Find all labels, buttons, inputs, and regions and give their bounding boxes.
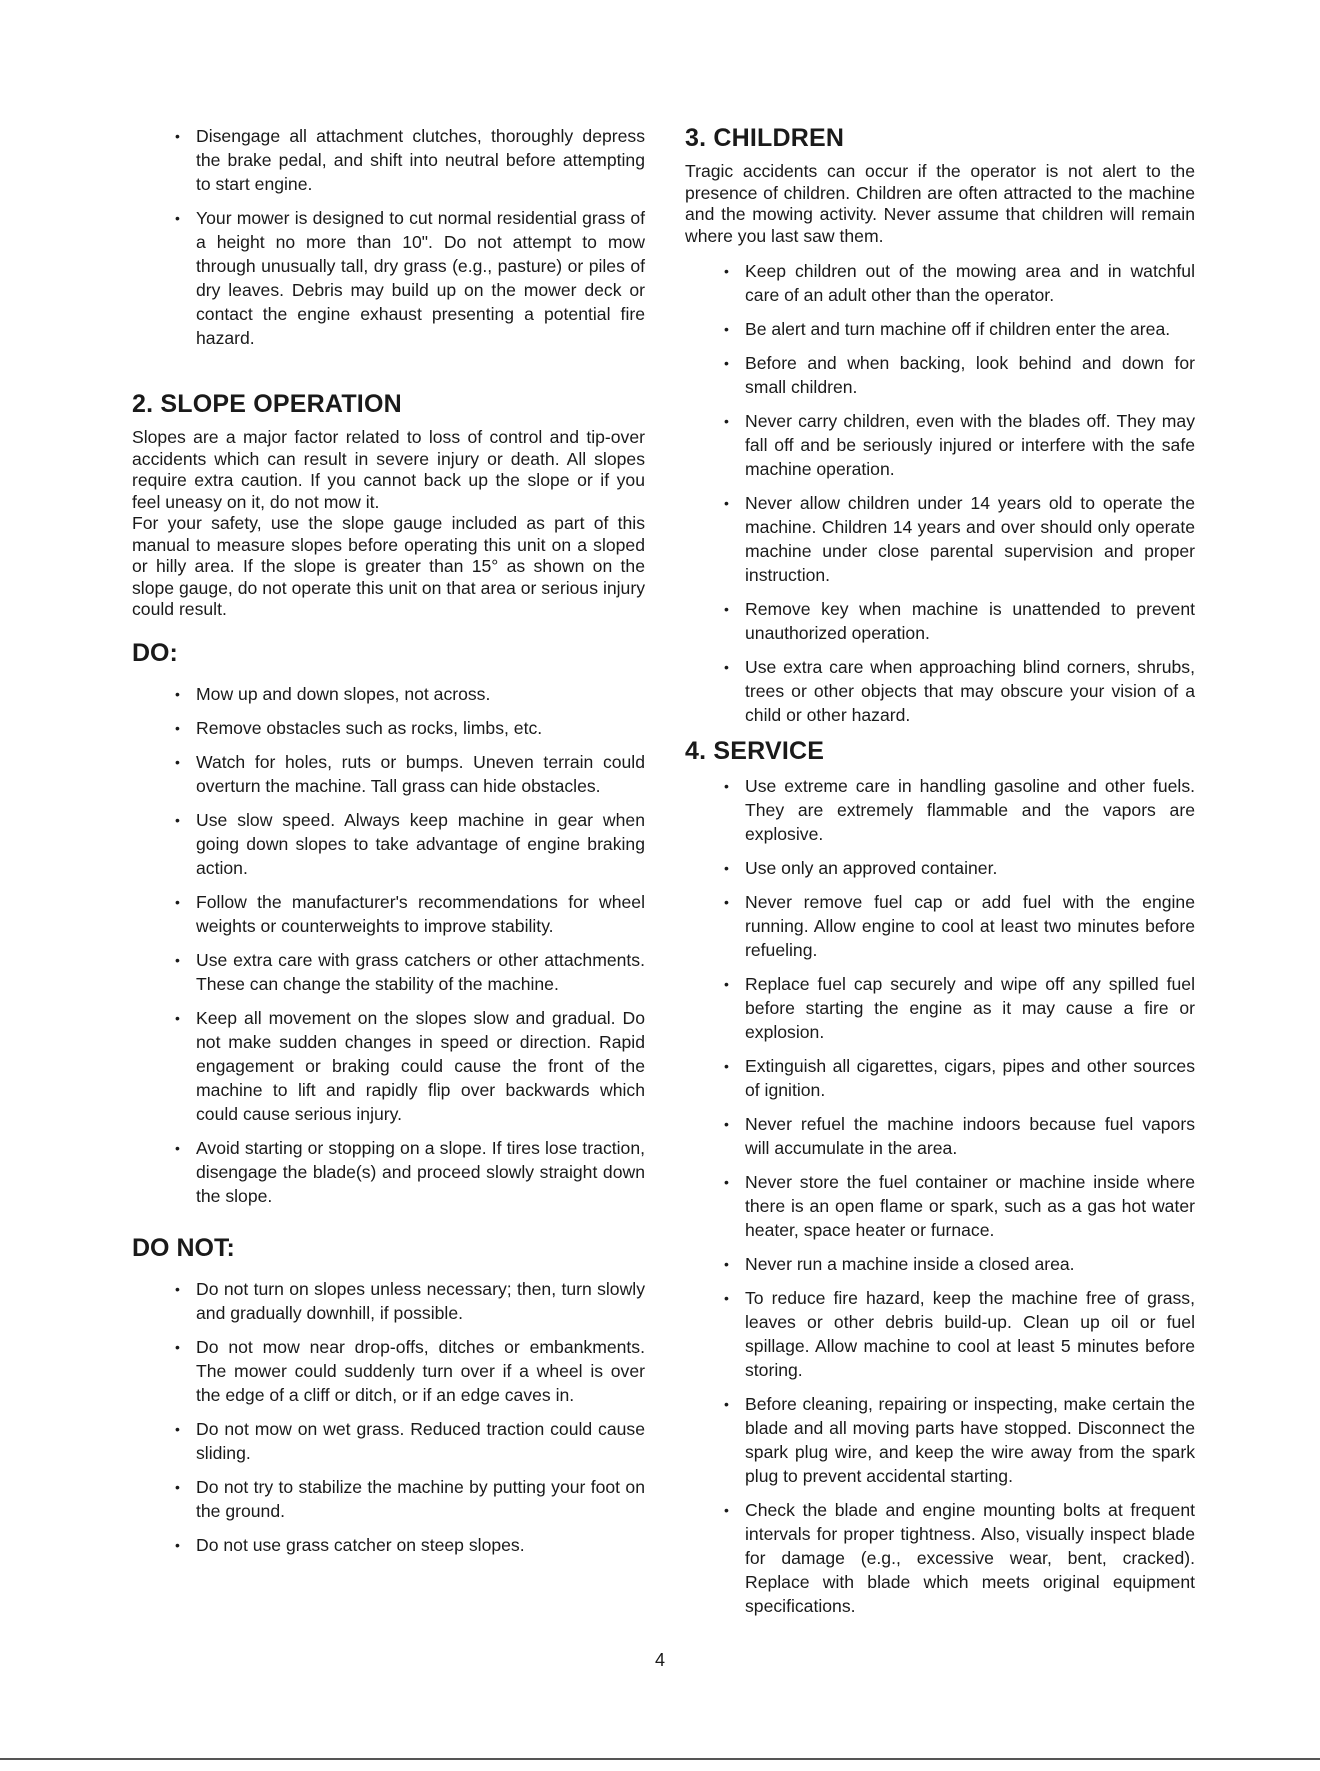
list-item: • Remove key when machine is unattended to prevent unauthorized operation. [745,597,1195,645]
children-heading: 3. CHILDREN [685,124,845,152]
list-item: • Be alert and turn machine off if children enter the area. [745,317,1195,341]
do-not-heading: DO NOT: [132,1233,235,1262]
children-paragraph: Tragic accidents can occur if the operator is not alert to the presence of children. Children are often attracted to the machine and the mowing activity. Never assume that children will remain where you last saw them. [685,161,1195,246]
page-number: 4 [654,1650,665,1670]
list-item: • Never run a machine inside a closed area. [745,1252,1195,1276]
list-item: • Replace fuel cap securely and wipe off any spilled fuel before starting the engine as it may cause a fire or explosion. [745,972,1195,1044]
list-item: • Remove obstacles such as rocks, limbs, etc. [196,716,645,740]
do-bullet-list [132,682,645,1208]
list-item: • Never allow children under 14 years old to operate the machine. Children 14 years and over should only operate machine under close parental supervision and proper instruction. [745,491,1195,587]
list-item: • Never refuel the machine indoors because fuel vapors will accumulate in the area. [745,1112,1195,1160]
list-item: • To reduce fire hazard, keep the machine free of grass, leaves or other debris build-up. Clean up oil or fuel spillage. Allow machine to cool at least 5 minutes before storing. [745,1286,1195,1382]
bottom-rule [0,1758,1320,1760]
service-bullet-list [685,774,1195,1618]
list-item: • Do not try to stabilize the machine by putting your foot on the ground. [196,1475,645,1523]
list-item: • Your mower is designed to cut normal residential grass of a height no more than 10". Do not attempt to mow through unusually tall, dry grass (e.g., pasture) or piles of dry leaves. Debris may build up on the mower deck or contact the engine exhaust presenting a potential fire hazard. [196,206,645,350]
list-item: • Watch for holes, ruts or bumps. Uneven terrain could overturn the machine. Tall grass can hide obstacles. [196,750,645,798]
list-item: • Do not mow near drop-offs, ditches or embankments. The mower could suddenly turn over if a wheel is over the edge of a cliff or ditch, or if an edge caves in. [196,1335,645,1407]
list-item: • Do not turn on slopes unless necessary; then, turn slowly and gradually downhill, if possible. [196,1277,645,1325]
right-column [685,124,1195,1628]
list-item: • Follow the manufacturer's recommendations for wheel weights or counterweights to improve stability. [196,890,645,938]
list-item: • Never store the fuel container or machine inside where there is an open flame or spark, such as a gas hot water heater, space heater or furnace. [745,1170,1195,1242]
list-item: • Check the blade and engine mounting bolts at frequent intervals for proper tightness. Also, visually inspect blade for damage (e.g., excessive wear, bent, cracked). Replace with blade which meets original equipment specifications. [745,1498,1195,1618]
slope-operation-heading: 2. SLOPE OPERATION [132,390,402,418]
list-item: • Use slow speed. Always keep machine in gear when going down slopes to take advantage of engine braking action. [196,808,645,880]
list-item: • Avoid starting or stopping on a slope. If tires lose traction, disengage the blade(s) and proceed slowly straight down the slope. [196,1136,645,1208]
list-item: • Extinguish all cigarettes, cigars, pipes and other sources of ignition. [745,1054,1195,1102]
list-item: • Use extra care when approaching blind corners, shrubs, trees or other objects that may obscure your vision of a child or other hazard. [745,655,1195,727]
slope-paragraph-2: For your safety, use the slope gauge included as part of this manual to measure slopes before operating this unit on a sloped or hilly area. If the slope is greater than 15° as shown on the slope gauge, do not operate this unit on that area or serious injury could result. [132,513,645,619]
list-item: • Mow up and down slopes, not across. [196,682,645,706]
list-item: • Keep all movement on the slopes slow and gradual. Do not make sudden changes in speed or direction. Rapid engagement or braking could cause the front of the machine to lift and rapidly flip over backwards which could cause serious injury. [196,1006,645,1126]
service-heading: 4. SERVICE [685,737,825,765]
do-not-bullet-list [132,1277,645,1557]
children-bullet-list [685,259,1195,727]
list-item: • Keep children out of the mowing area and in watchful care of an adult other than the operator. [745,259,1195,307]
list-item: • Before and when backing, look behind and down for small children. [745,351,1195,399]
list-item: • Do not use grass catcher on steep slopes. [196,1533,645,1557]
list-item: • Use only an approved container. [745,856,1195,880]
left-column [132,124,645,1567]
list-item: • Use extreme care in handling gasoline and other fuels. They are extremely flammable and the vapors are explosive. [745,774,1195,846]
list-item: • Disengage all attachment clutches, thoroughly depress the brake pedal, and shift into neutral before attempting to start engine. [196,124,645,196]
list-item: • Never carry children, even with the blades off. They may fall off and be seriously injured or interfere with the safe machine operation. [745,409,1195,481]
intro-bullet-list [132,124,645,350]
list-item: • Before cleaning, repairing or inspecting, make certain the blade and all moving parts have stopped. Disconnect the spark plug wire, and keep the wire away from the spark plug to prevent accidental starting. [745,1392,1195,1488]
list-item: • Never remove fuel cap or add fuel with the engine running. Allow engine to cool at least two minutes before refueling. [745,890,1195,962]
list-item: • Use extra care with grass catchers or other attachments. These can change the stability of the machine. [196,948,645,996]
list-item: • Do not mow on wet grass. Reduced traction could cause sliding. [196,1417,645,1465]
do-heading: DO: [132,638,178,667]
slope-paragraph-1: Slopes are a major factor related to loss of control and tip-over accidents which can result in severe injury or death. All slopes require extra caution. If you cannot back up the slope or if you feel uneasy on it, do not mow it. [132,427,645,512]
